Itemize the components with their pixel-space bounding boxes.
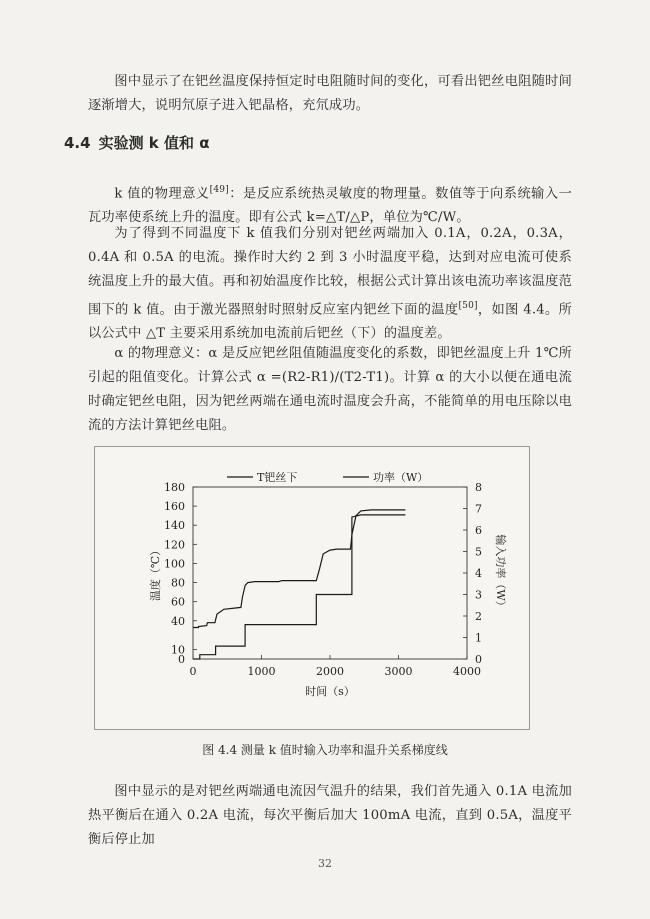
figure-frame [94, 446, 530, 730]
y-left-tick-label: 140 [164, 519, 185, 533]
temperature-power-chart [95, 447, 529, 729]
chart-series-group [193, 510, 405, 659]
y-left-tick-label: 10 [171, 643, 185, 657]
figure-caption: 图 4.4 测量 k 值时输入功率和温升关系梯度线 [202, 743, 448, 757]
y-left-tick-label: 60 [171, 595, 185, 609]
citation-49: [49] [209, 185, 229, 195]
paragraph-k-procedure-part2: ，如图 4.4。所以公式中 △T 主要采用系统加电流前后钯丝（下）的温度差。 [88, 302, 572, 342]
page-number: 32 [318, 857, 332, 870]
section-title: 实验测 k 值和 α [98, 134, 210, 152]
section-number: 4.4 [64, 134, 91, 152]
y-right-tick-label: 1 [475, 631, 482, 645]
y-right-tick-label: 0 [475, 653, 482, 666]
x-tick-label: 2000 [316, 665, 344, 678]
y-right-tick-label: 2 [475, 610, 482, 623]
chart-legend [227, 470, 428, 484]
y-left-tick-label: 100 [164, 557, 185, 571]
y-left-tick-label: 160 [164, 500, 185, 514]
y-left-tick-label: 40 [171, 614, 185, 628]
legend-label-temperature: T钯丝下 [257, 471, 298, 484]
series-line-power [193, 515, 405, 659]
y-right-axis-label: 输入功率（W） [494, 534, 507, 612]
paragraph-k-meaning-part1: k 值的物理意义 [114, 186, 210, 202]
y-left-tick-label: 180 [164, 481, 185, 494]
paragraph-resistance-change: 图中显示了在钯丝温度保持恒定时电阻随时间的变化，可看出钯丝电阻随时间逐渐增大，说明氘原子进入钯晶格，充氘成功。 [88, 74, 572, 113]
y-left-tick-label: 80 [171, 576, 185, 590]
y-right-tick-label: 8 [475, 481, 482, 494]
section-heading [64, 132, 210, 153]
y-right-tick-label: 3 [475, 588, 482, 602]
series-line-temperature [193, 510, 405, 628]
paragraph-results: 图中显示的是对钯丝两端通电流因气温升的结果，我们首先通入 0.1A 电流加热平衡后在通入 0.2A 电流，每次平衡后加大 100mA 电流，直到 0.5A，温度平衡后停止加 [88, 784, 572, 847]
paragraph-k-procedure-part1: 为了得到不同温度下 k 值我们分别对钯丝两端加入 0.1A，0.2A，0.3A，0.4A 和 0.5A 的电流。操作时大约 2 到 3 小时温度平稳，达到对应电流可使系统温度上升的最大值。再和初始温度作比较，根据公式计算出该电流功率该温度范围下的 k 值。由于激光器照射时照射反应室内钯丝下面的温度 [88, 226, 572, 318]
y-right-tick-label: 5 [475, 545, 482, 559]
paragraph-alpha-meaning: α 的物理意义：α 是反应钯丝阻值随温度变化的系数，即钯丝温度上升 1℃所引起的阻值变化。计算公式 α =(R2-R1)/(T2-T1)。计算 α 的大小以便在通电流时确定钯丝电阻，因为钯丝两端在通电流时温度会升高，不能简单的用电压除以电流的方法计算钯丝电阻。 [88, 346, 572, 433]
paragraph-k-procedure [88, 222, 572, 346]
y-right-tick-label: 6 [475, 524, 482, 537]
legend-label-power: 功率（W） [373, 471, 429, 484]
y-left-tick-label: 120 [164, 538, 185, 552]
citation-50: [50] [458, 301, 478, 311]
x-tick-label: 3000 [384, 665, 413, 678]
plot-area-frame [193, 487, 467, 659]
x-axis-label: 时间（s） [305, 685, 355, 698]
x-tick-label: 4000 [453, 665, 481, 678]
x-tick-label: 0 [189, 665, 197, 678]
y-right-tick-label: 4 [475, 567, 482, 580]
paragraph-k-meaning-part2: ：是反应系统热灵敏度的物理量。数值等于向系统输入一瓦功率使系统上升的温度。即有公式 k=△T/△P，单位为℃/W。 [88, 186, 572, 226]
x-tick-label: 1000 [247, 665, 276, 678]
chart-axes [148, 481, 508, 698]
y-right-tick-label: 7 [475, 502, 482, 516]
y-left-tick-label: 0 [178, 653, 185, 666]
y-left-axis-label: 温度（℃） [149, 544, 162, 602]
